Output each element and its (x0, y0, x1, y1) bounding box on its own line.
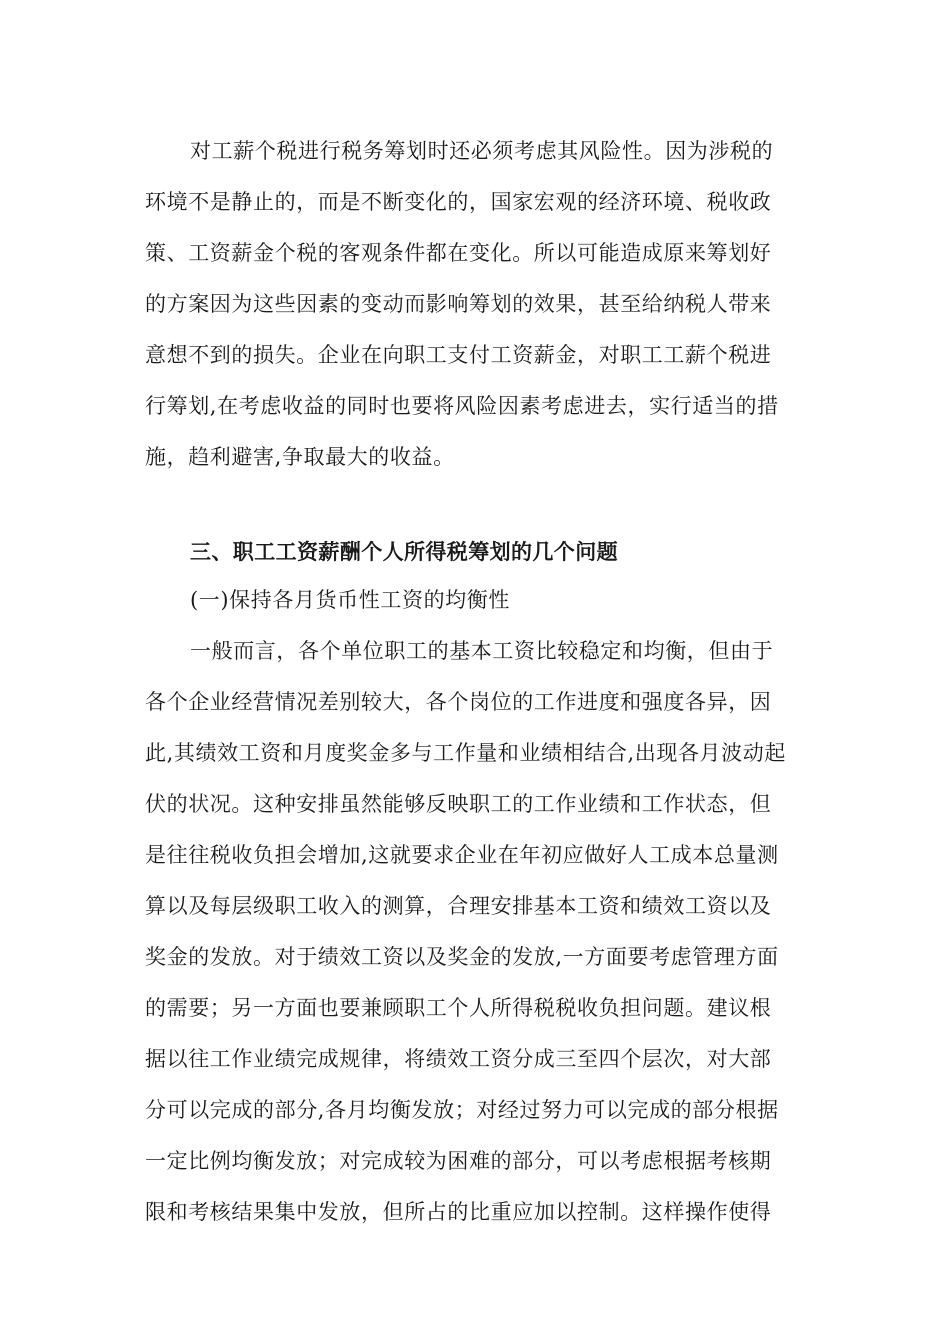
paragraph-line: 奖金的发放。对于绩效工资以及奖金的发放,一方面要考虑管理方面 (145, 945, 779, 969)
paragraph-line: 此,其绩效工资和月度奖金多与工作量和业绩相结合,出现各月波动起 (145, 741, 786, 765)
paragraph-line: 各个企业经营情况差别较大，各个岗位的工作进度和强度各异，因 (145, 690, 772, 714)
section-heading: 三、职工工资薪酬个人所得税筹划的几个问题 (190, 539, 618, 564)
paragraph-line: 算以及每层级职工收入的测算，合理安排基本工资和绩效工资以及 (145, 894, 772, 918)
paragraph-line: 据以往工作业绩完成规律，将绩效工资分成三至四个层次，对大部 (145, 1047, 772, 1071)
subsection-heading: (一)保持各月货币性工资的均衡性 (190, 588, 510, 612)
paragraph-line: 伏的状况。这种安排虽然能够反映职工的工作业绩和工作状态，但 (145, 792, 772, 816)
paragraph-line: 的方案因为这些因素的变动而影响筹划的效果，甚至给纳税人带来 (145, 292, 772, 316)
paragraph-line: 分可以完成的部分,各月均衡发放；对经过努力可以完成的部分根据 (145, 1098, 779, 1122)
paragraph-line: 行筹划,在考虑收益的同时也要将风险因素考虑进去，实行适当的措 (145, 394, 779, 418)
paragraph-line: 是往往税收负担会增加,这就要求企业在年初应做好人工成本总量测 (145, 843, 779, 867)
paragraph-line: 意想不到的损失。企业在向职工支付工资薪金，对职工工薪个税进 (145, 343, 772, 367)
paragraph-line: 施，趋利避害,争取最大的收益。 (145, 445, 455, 469)
paragraph-line: 策、工资薪金个税的客观条件都在变化。所以可能造成原来筹划好 (145, 241, 772, 265)
paragraph-line: 的需要；另一方面也要兼顾职工个人所得税税收负担问题。建议根 (145, 996, 772, 1020)
paragraph-line: 限和考核结果集中发放，但所占的比重应加以控制。这样操作使得 (145, 1200, 772, 1224)
paragraph-line: 一般而言，各个单位职工的基本工资比较稳定和均衡，但由于 (190, 639, 774, 663)
paragraph-line: 一定比例均衡发放；对完成较为困难的部分，可以考虑根据考核期 (145, 1149, 772, 1173)
paragraph-line: 对工薪个税进行税务筹划时还必须考虑其风险性。因为涉税的 (190, 139, 774, 163)
paragraph-line: 环境不是静止的，而是不断变化的，国家宏观的经济环境、税收政 (145, 190, 772, 214)
